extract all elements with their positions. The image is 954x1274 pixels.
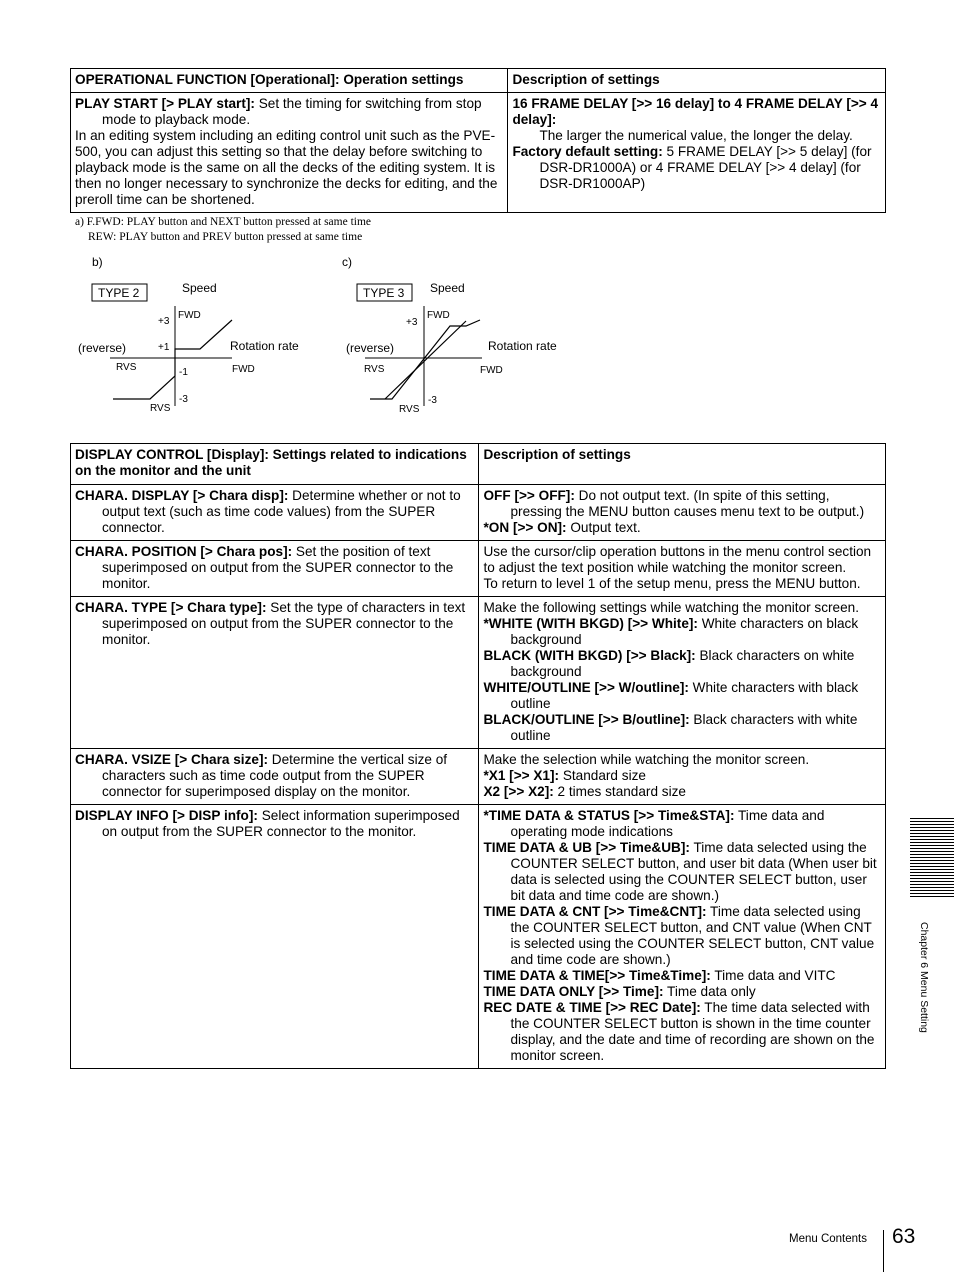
rvs-left-label: RVS (116, 362, 137, 373)
rvs-bottom-label: RVS (399, 404, 420, 415)
rvs-bottom-label: RVS (150, 403, 171, 414)
minus3-label: -3 (179, 394, 188, 405)
option-label: *WHITE (WITH BKGD) [>> White]: (483, 616, 698, 631)
operational-table (70, 68, 886, 213)
factory-default-desc: 5 FRAME DELAY [>> 5 delay] (for DSR-DR1000A) or 4 FRAME DELAY [>> 4 delay] (for DSR-DR1000AP) (539, 144, 872, 191)
play-start-label: PLAY START [> PLAY start]: (75, 96, 255, 111)
speed-label: Speed (182, 281, 217, 295)
plus3-label: +3 (406, 317, 418, 328)
type2-curve (113, 320, 232, 399)
option-desc: Output text. (566, 520, 641, 535)
display-info-label: DISPLAY INFO [> DISP info]: (75, 808, 258, 823)
graph-c-tag: c) (342, 255, 352, 269)
chapter-side-label (918, 922, 932, 1062)
rotation-label: Rotation rate (488, 339, 557, 353)
option-desc: Time data selected using the COUNTER SELECT button, and user bit data (When user bit data is selected using the COUNTER SELECT button, user bit data and time code are shown.) (510, 840, 877, 903)
plus1-label: +1 (158, 342, 170, 353)
op-header-left: OPERATIONAL FUNCTION [Operational]: Operation settings (71, 69, 508, 93)
type3-curve-main (385, 321, 466, 399)
graph-b-tag: b) (92, 255, 103, 269)
option-label: *TIME DATA & STATUS [>> Time&STA]: (483, 808, 735, 823)
option-label: BLACK (WITH BKGD) [>> Black]: (483, 648, 696, 663)
option-label: TIME DATA & TIME[>> Time&Time]: (483, 968, 711, 983)
position-instructions: Use the cursor/clip operation buttons in the menu control section to adjust the text position while watching the monitor screen. (483, 544, 872, 575)
display-info-desc: Select information superimposed on output from the SUPER connector to the monitor. (102, 808, 460, 839)
rvs-left-label: RVS (364, 364, 385, 375)
option-label: WHITE/OUTLINE [>> W/outline]: (483, 680, 689, 695)
type-intro: Make the following settings while watching the monitor screen. (483, 600, 860, 615)
op-header-right: Description of settings (508, 69, 886, 93)
option-desc: Time data only (663, 984, 756, 999)
chara-vsize-label: CHARA. VSIZE [> Chara size]: (75, 752, 268, 767)
fwd-top-label: FWD (178, 310, 201, 321)
graph-type3 (342, 255, 557, 415)
table-row (71, 597, 886, 749)
table-row (71, 749, 886, 805)
option-label: *ON [>> ON]: (483, 520, 567, 535)
option-label: REC DATE & TIME [>> REC Date]: (483, 1000, 701, 1015)
option-desc: The time data selected with the COUNTER SELECT button is shown in the time counter display, and the date and time of recording are shown on the monitor screen. (510, 1000, 875, 1063)
fwd-right-label: FWD (480, 365, 503, 376)
chapter-label: Chapter 6 Menu Setting (918, 922, 930, 1033)
chara-position-label: CHARA. POSITION [> Chara pos]: (75, 544, 293, 559)
chara-display-label: CHARA. DISPLAY [> Chara disp]: (75, 488, 289, 503)
reverse-label: (reverse) (346, 341, 395, 355)
option-desc: Time data and operating mode indications (510, 808, 825, 839)
op-description-cell (508, 93, 886, 213)
chara-display-desc: Determine whether or not to output text (such as time code values) from the SUPER connector. (102, 488, 461, 535)
note-ffwd: a) F.FWD: PLAY button and NEXT button pressed at same time (75, 216, 372, 228)
position-return-note: To return to level 1 of the setup menu, press the MENU button. (483, 576, 861, 591)
table-row (71, 485, 886, 541)
page-number: 63 (892, 1225, 916, 1248)
graph-type2 (78, 255, 299, 414)
option-desc: Standard size (559, 768, 646, 783)
type2-label: TYPE 2 (98, 286, 140, 300)
plus3-label: +3 (158, 316, 170, 327)
table-row (71, 805, 886, 1069)
option-desc: White characters on black background (510, 616, 859, 647)
disp-header-left: DISPLAY CONTROL [Display]: Settings related to indications on the monitor and the unit (71, 444, 479, 485)
footer-divider (883, 1230, 884, 1272)
option-desc: Time data selected using the COUNTER SELECT button, and CNT value (When CNT is selected using the COUNTER SELECT button, CNT value and time code are shown.) (510, 904, 875, 967)
display-table (70, 443, 886, 1069)
chara-position-desc: Set the position of text superimposed on output from the SUPER connector to the monitor. (102, 544, 454, 591)
footnotes (75, 215, 371, 245)
option-desc: Black characters with white outline (510, 712, 858, 743)
chara-type-desc: Set the type of characters in text superimposed on output from the SUPER connector to the monitor. (102, 600, 466, 647)
play-start-detail: In an editing system including an editing control unit such as the PVE-500, you can adjust this setting so that the delay before switching to playback mode is the same on all the decks of the editing system. It is then no longer necessary to synchronize the decks for editing, and the preroll time can be shortened. (75, 128, 498, 207)
reverse-label: (reverse) (78, 341, 127, 355)
type3-label: TYPE 3 (363, 286, 405, 300)
rotation-label: Rotation rate (230, 339, 299, 353)
play-start-desc: Set the timing for switching from stop mode to playback mode. (102, 96, 482, 127)
chara-type-label: CHARA. TYPE [> Chara type]: (75, 600, 267, 615)
option-desc: Black characters on white background (510, 648, 855, 679)
option-desc: White characters with black outline (510, 680, 859, 711)
factory-default-label: Factory default setting: (512, 144, 663, 159)
option-desc: Do not output text. (In spite of this setting, pressing the MENU button causes menu text to be output.) (510, 488, 865, 519)
table-row (71, 541, 886, 597)
option-label: *X1 [>> X1]: (483, 768, 560, 783)
disp-header-right: Description of settings (479, 444, 886, 485)
frame-delay-label: 16 FRAME DELAY [>> 16 delay] to 4 FRAME DELAY [>> 4 delay]: (512, 96, 879, 127)
speed-label: Speed (430, 281, 465, 295)
chara-vsize-desc: Determine the vertical size of characters such as time code output from the SUPER connector for superimposed display on the monitor. (102, 752, 448, 799)
chapter-tab-stripes (910, 818, 954, 898)
note-rew: REW: PLAY button and PREV button pressed at same time (88, 231, 363, 243)
fwd-top-label: FWD (427, 310, 450, 321)
minus1-label: -1 (179, 367, 188, 378)
option-label: TIME DATA ONLY [>> Time]: (483, 984, 664, 999)
option-label: TIME DATA & UB [>> Time&UB]: (483, 840, 690, 855)
footer-section: Menu Contents (789, 1233, 867, 1245)
option-label: X2 [>> X2]: (483, 784, 554, 799)
op-setting-cell (71, 93, 508, 213)
option-label: OFF [>> OFF]: (483, 488, 575, 503)
option-desc: 2 times standard size (553, 784, 686, 799)
vsize-intro: Make the selection while watching the monitor screen. (483, 752, 810, 767)
speed-graphs (0, 248, 954, 423)
type3-curve (370, 320, 480, 399)
option-label: BLACK/OUTLINE [>> B/outline]: (483, 712, 690, 727)
minus3-label: -3 (428, 395, 437, 406)
frame-delay-desc: The larger the numerical value, the longer the delay. (539, 128, 853, 143)
option-label: TIME DATA & CNT [>> Time&CNT]: (483, 904, 707, 919)
fwd-right-label: FWD (232, 364, 255, 375)
option-desc: Time data and VITC (710, 968, 836, 983)
